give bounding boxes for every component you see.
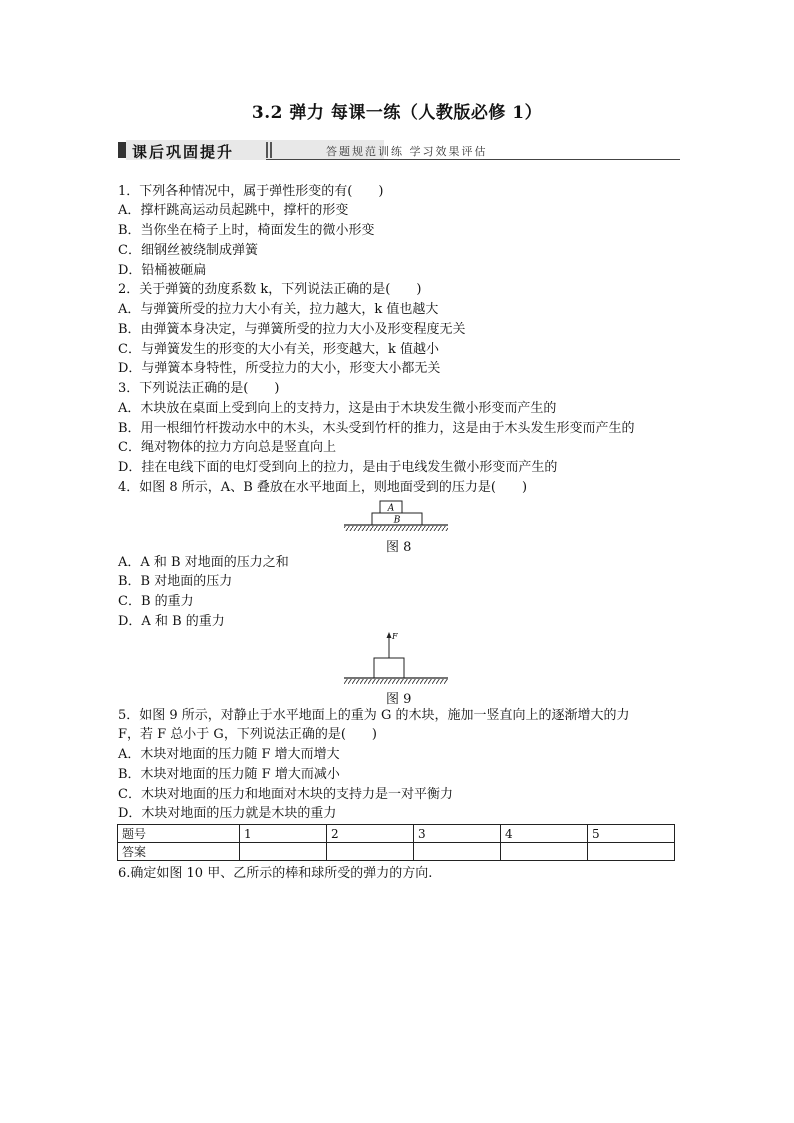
question-line: C．与弹簧发生的形变的大小有关，形变越大，k 值越小 (118, 342, 439, 357)
question-line: 6.确定如图 10 甲、乙所示的棒和球所受的弹力的方向. (118, 866, 433, 881)
question-line: B．用一根细竹杆拨动水中的木头，木头受到竹杆的推力，这是由于木头发生形变而产生的 (118, 421, 635, 436)
table-row (118, 843, 675, 861)
question-line: C．细钢丝被绕制成弹簧 (118, 243, 258, 258)
table-header-cell: 2 (327, 825, 414, 843)
banner-rule (266, 159, 680, 160)
option-line: C．木块对地面的压力和地面对木块的支持力是一对平衡力 (118, 787, 453, 802)
question-line: B．当你坐在椅子上时，椅面发生的微小形变 (118, 223, 375, 238)
figure-8 (340, 498, 452, 534)
banner-subtitle: 答题规范训练 学习效果评估 (326, 145, 488, 158)
question-line: D．挂在电线下面的电灯受到向上的拉力，是由于电线发生微小形变而产生的 (118, 460, 558, 475)
banner-title: 课后巩固提升 (132, 143, 235, 161)
arrow-head-icon (387, 632, 392, 638)
banner-stripes (266, 142, 274, 158)
question-line: 4．如图 8 所示，A、B 叠放在水平地面上，则地面受到的压力是( ) (118, 480, 528, 495)
page-title: 3.2 弹力 每课一练（人教版必修 1） (251, 103, 543, 123)
question-line: 5．如图 9 所示，对静止于水平地面上的重为 G 的木块，施加一竖直向上的逐渐增大的力 (118, 708, 630, 723)
question-line: A．与弹簧所受的拉力大小有关，拉力越大，k 值也越大 (118, 302, 439, 317)
answer-cell[interactable] (588, 843, 675, 861)
answer-cell[interactable] (501, 843, 588, 861)
question-line: D．铅桶被砸扁 (118, 263, 207, 278)
block-b-label: B (393, 515, 401, 526)
ground-hatch (344, 526, 448, 531)
table-header-cell: 4 (501, 825, 588, 843)
question-line: B．由弹簧本身决定，与弹簧所受的拉力大小及形变程度无关 (118, 322, 466, 337)
question-line: 3．下列说法正确的是( ) (118, 381, 280, 396)
figure-9 (340, 630, 452, 688)
wood-block (374, 658, 404, 678)
answer-table (117, 824, 675, 861)
question-line: 1．下列各种情况中，属于弹性形变的有( ) (118, 184, 384, 199)
question-line: 2．关于弹簧的劲度系数 k，下列说法正确的是( ) (118, 282, 422, 297)
question-line: D．与弹簧本身特性，所受拉力的大小，形变大小都无关 (118, 361, 441, 376)
ground-hatch (344, 679, 448, 684)
answer-cell[interactable] (240, 843, 327, 861)
option-line: D．A 和 B 的重力 (118, 614, 225, 629)
table-header-cell: 题号 (118, 825, 240, 843)
question-line: F，若 F 总小于 G，下列说法正确的是( ) (118, 727, 377, 742)
block-a-label: A (387, 503, 395, 514)
table-row (118, 825, 675, 843)
banner-marker (118, 142, 126, 158)
question-line: A．撑杆跳高运动员起跳中，撑杆的形变 (118, 203, 349, 218)
question-line: C．绳对物体的拉力方向总是竖直向上 (118, 440, 336, 455)
answer-cell[interactable] (414, 843, 501, 861)
figure-8-caption: 图 8 (386, 540, 412, 555)
option-line: B．B 对地面的压力 (118, 574, 233, 589)
table-header-cell: 1 (240, 825, 327, 843)
question-line: A．木块放在桌面上受到向上的支持力，这是由于木块发生微小形变而产生的 (118, 401, 557, 416)
answer-cell[interactable] (327, 843, 414, 861)
option-line: B．木块对地面的压力随 F 增大而减小 (118, 767, 340, 782)
option-line: D．木块对地面的压力就是木块的重力 (118, 806, 337, 821)
option-line: A．A 和 B 对地面的压力之和 (118, 555, 289, 570)
force-label: F (392, 632, 398, 641)
option-line: A．木块对地面的压力随 F 增大而增大 (118, 747, 340, 762)
table-header-cell: 3 (414, 825, 501, 843)
figure-9-caption: 图 9 (386, 692, 412, 707)
section-banner (118, 140, 680, 162)
table-header-cell: 5 (588, 825, 675, 843)
table-header-cell: 答案 (118, 843, 240, 861)
option-line: C．B 的重力 (118, 594, 194, 609)
